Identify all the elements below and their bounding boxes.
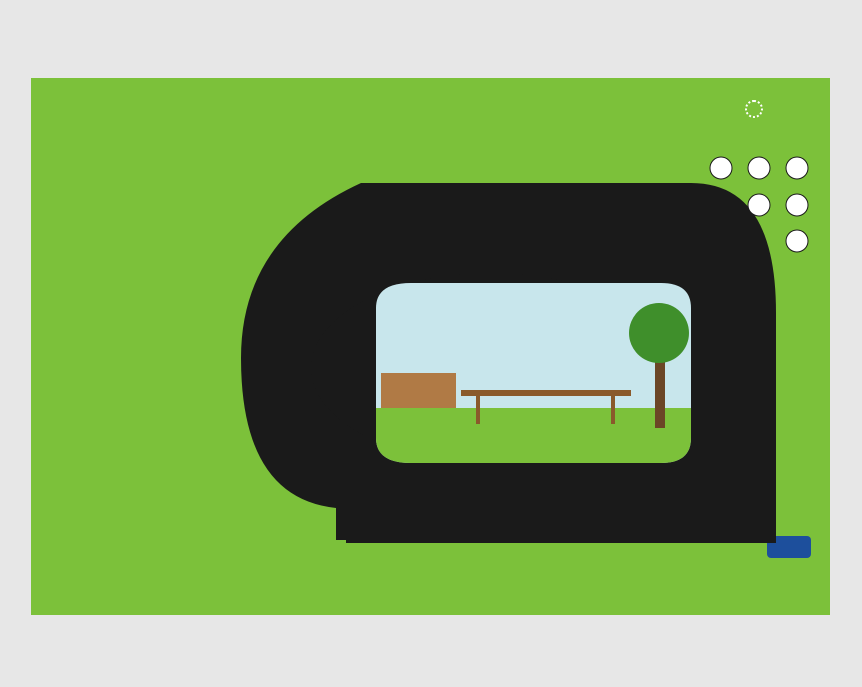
potato-icon [786,194,808,216]
broccoli-icon [786,230,808,252]
fence-icon [381,373,456,408]
cheese-icon [710,157,732,179]
game-track [31,78,830,615]
tree-icon [629,303,689,363]
picnic-table-icon [461,390,631,396]
apple-icon [748,194,770,216]
table-leg [476,396,480,424]
game-board [31,78,830,615]
bread-icon [748,157,770,179]
table-leg [611,396,615,424]
strawberry-icon [786,157,808,179]
inner-field-grass [376,408,691,463]
